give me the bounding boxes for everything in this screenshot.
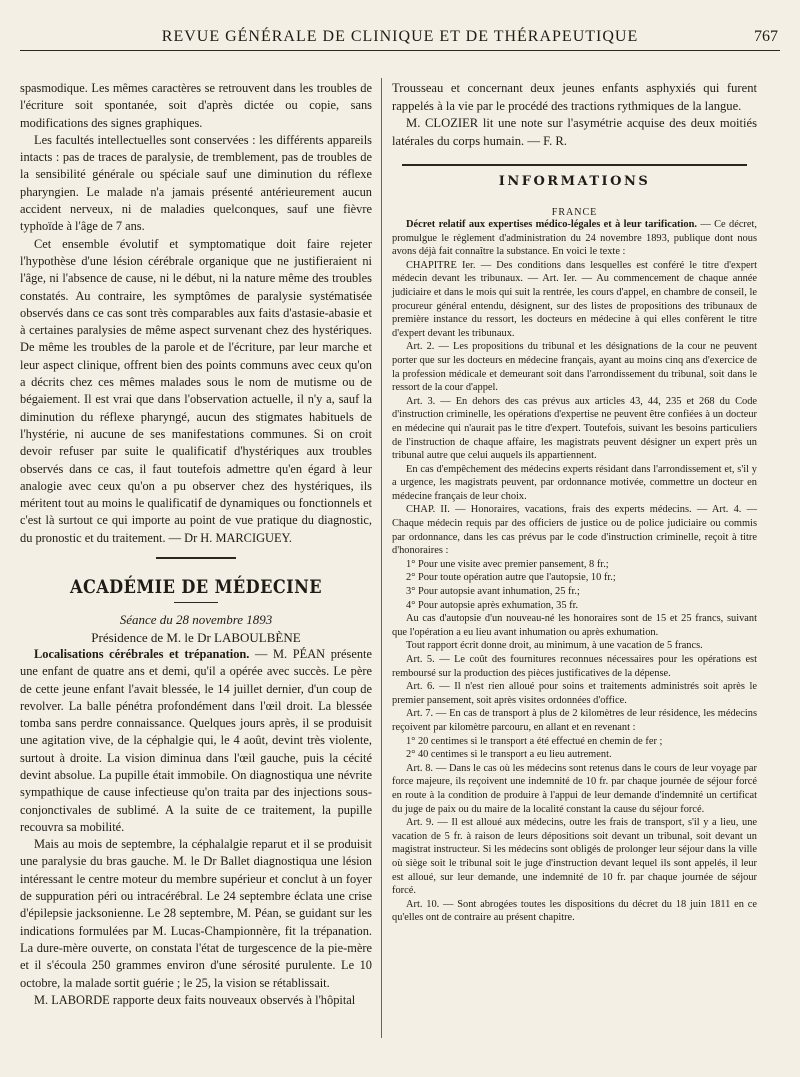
paragraph: Mais au mois de septembre, la céphalalgie reparut et il se produisit une paralysie du bras gauche. M. le Dr Ballet diagnostiqua une lésion intéressant le centre moteur du membre supérieur et conclut à un foyer de suppuration péri ou intracérébral. Le 24 septembre éclata une crise d'épilepsie jacksonienne. Le 28 septembre, M. Péan, se guidant sur les indications formulées par M. Lucas-Championnère, fit la trépanation. La dure-mère ouverte, on constata l'état de turgescence de la pie-mère et il s'écoula 250 grammes environ d'une sérosité purulente. Le 10 octobre, la malade sortit guérie ; le 25, la vision se rétablissait. (20, 837, 372, 990)
lead-title: Localisations cérébrales et trépanation. (34, 646, 250, 661)
list-item: 4° Pour autopsie après exhumation, 35 fr. (406, 599, 579, 611)
list-item: 1° Pour une visite avec premier pansement, 8 fr.; (406, 558, 609, 570)
section-title-informations: INFORMATIONS (498, 174, 651, 189)
paragraph: Art. 8. — Dans le cas où les médecins sont retenus dans le cours de leur voyage par force majeure, ils reçoivent une indemnité de 10 fr. par chaque journée de séjour forcé en route à la condition de produire à l'appui de leur demande d'indemnité un certificat du juge de paix ou du maire de la localité constant la cause du séjour forcé. (392, 762, 757, 815)
paragraph: Art. 5. — Le coût des fournitures reconnues nécessaires pour les opérations est remboursé sur la production des pièces justificatives de la dépense. (392, 654, 757, 679)
informations-header (402, 164, 747, 189)
paragraph: Art. 7. — En cas de transport à plus de 2 kilomètres de leur résidence, les médecins reçoivent par kilomètre parcouru, en allant et en revenant : (392, 708, 757, 733)
france-subhead: FRANCE (551, 207, 598, 218)
paragraph: Trousseau et concernant deux jeunes enfants asphyxiés qui furent rappelés à la vie par le procédé des tractions rythmiques de la langue. (392, 81, 757, 113)
title-rule (174, 602, 218, 603)
decret-title: Décret relatif aux expertises médico-légales et à leur tarification. (406, 219, 697, 230)
paragraph: Au cas d'autopsie d'un nouveau-né les honoraires sont de 15 et 25 francs, suivant que l'opération a eu lieu avant inhumation ou après exhumation. (392, 613, 757, 638)
paragraph: Art. 3. — En dehors des cas prévus aux articles 43, 44, 235 et 268 du Code d'instruction criminelle, les opérations d'expertise ne peuvent être confiées à un docteur en médecine qui n'aurait pas le titre d'expert. Toutefois, suivant les besoins particuliers de l'instruction de chaque affaire, les magistrats peuvent désigner un expert près un tribunal autre que celui auquels ils appartiennent. (392, 395, 757, 462)
left-column (20, 80, 372, 1009)
seance-date: Séance du 28 novembre 1893 (119, 612, 273, 628)
paragraph: Art. 6. — Il n'est rien alloué pour soins et traitements administrés soit après le premier pansement, soit après visites ordonnées d'office. (392, 681, 757, 706)
paragraph: Art. 9. — Il est alloué aux médecins, outre les frais de transport, s'il y a lieu, une vacation de 5 fr. à raison de leurs dépositions soit devant un tribunal, soit devant un magistrat instructeur. Si les médecins sont obligés de prolonger leur séjour dans la ville où siège soit le tribunal soit le juge d'instruction devant lequel ils sont appelés, il leur est alloué, sur leur demande, une indemnité de 10 fr. par chaque journée de séjour forcé. (392, 817, 757, 897)
decret-text (392, 218, 757, 925)
paragraph: CHAPITRE Ier. — Des conditions dans lesquelles est conféré le titre d'expert médecin devant les tribunaux. — Art. Ier. — Au commencement de chaque année judiciaire et dans le mois qui suit la rentrée, les cours d'appel, en chambre de conseil, le procureur général entendu, désignent, sur des listes de propositions des tribunaux de première instance du ressort, les docteurs en médecine à qui elles confèrent le titre d'expert devant les tribunaux. (392, 259, 757, 339)
page-number: 767 (754, 28, 778, 45)
running-title: REVUE GÉNÉRALE DE CLINIQUE ET DE THÉRAPEUTIQUE (161, 28, 639, 45)
paragraph: spasmodique. Les mêmes caractères se retrouvent dans les troubles de l'écriture soit spontanée, soit d'après dictée ou copie, sans modifications des signes graphiques. (20, 81, 372, 130)
column-divider (381, 78, 382, 1038)
paragraph: En cas d'empêchement des médecins experts résidant dans l'arrondissement et, s'il y a urgence, les magistrats peuvent, par ordonnance motivée, commettre un docteur en médecine français de leur choix. (392, 463, 757, 502)
section-title-academie: ACADÉMIE DE MÉDECINE (69, 576, 322, 599)
paragraph: Localisations cérébrales et trépanation. — M. PÉAN présente une enfant de quatre ans et demi, qu'il a opérée avec succès. Le père de cette jeune enfant l'avait blessée, le 14 juillet dernier, d'un coup de revolver. La balle pénétra profondément dans l'œil droit. La blessée tomba sans perdre connaissance. Quelques jours après, il se produisit une agitation vive, de la céphalgie qui, le 4 août, devint très violente, surtout à droite. La vision diminua dans l'œil gauche, puis la cécité devint absolue. La pupille était immobile. On diagnostiqua une névrite sympathique de cause infectieuse qu'on traita par des injections sous-conjonctivales de sublimé. A la suite de ce traitement, la pupille recouvra sa mobilité. (20, 646, 372, 834)
paragraph: Décret relatif aux expertises médico-légales et à leur tarification. — Ce décret, promulgue le règlement d'administration du 24 novembre 1893, publique dont nous avons déjà fait connaître la substance. En voici le texte : (392, 219, 757, 258)
presidence: Présidence de M. le Dr LABOULBÈNE (91, 629, 301, 645)
list-item: 1° 20 centimes si le transport a été effectué en chemin de fer ; (406, 735, 663, 747)
running-head (20, 28, 780, 51)
paragraph: CHAP. II. — Honoraires, vacations, frais des experts médecins. — Art. 4. — Chaque médecin requis par des officiers de justice ou de police judiciaire ou commis par ordonnance, dans les cas prévus par le code d'instruction criminelle, reçoit à titre d'honoraires : (392, 504, 757, 557)
list-item: 2° 40 centimes si le transport a eu lieu autrement. (406, 749, 612, 761)
paragraph: Art. 10. — Sont abrogées toutes les dispositions du décret du 18 juin 1811 en ce qu'elles ont de contraire au présent chapitre. (392, 898, 757, 924)
list-item: 3° Pour autopsie avant inhumation, 25 fr.; (406, 586, 580, 598)
list-item: 2° Pour toute opération autre que l'autopsie, 10 fr.; (406, 572, 616, 584)
right-column (392, 80, 757, 925)
paragraph: Tout rapport écrit donne droit, au minimum, à une vacation de 5 francs. (406, 640, 703, 652)
paragraph: M. LABORDE rapporte deux faits nouveaux observés à l'hôpital (34, 992, 356, 1007)
paragraph: Les facultés intellectuelles sont conservées : les différents appareils intacts : pas de traces de paralysie, de tremblement, pas de troubles de la sensibilité générale ou spéciale sauf une diminution du réflexe pharyngien. Le malade n'a jamais présenté antérieurement aucun accident nerveux, ni de maladies quelconques, sauf une fièvre typhoïde à l'âge de 7 ans. (20, 132, 372, 234)
paragraph: Art. 2. — Les propositions du tribunal et les désignations de la cour ne peuvent porter que sur les docteurs en médecine français, ayant au moins cinq ans d'exercice de la profession médicale et demeurant soit dans l'arrondissement du tribunal, soit dans le ressort de la cour d'appel. (392, 341, 757, 394)
section-separator (156, 557, 236, 559)
paragraph: Cet ensemble évolutif et symptomatique doit faire rejeter l'hypothèse d'une lésion cérébrale organique que ne justifieraient ni l'âge, ni l'absence de cause, ni le début, ni la nature même des troubles constatés. Au contraire, les symptômes de paralysie systématisée observés dans ce cas sont très comparables aux faits d'astasie-abasie et à certaines paralysies de même aspect survenant chez des hystériques. De même les troubles de la parole et de l'écriture, par leur marche et leur aspect clinique, offrent bien des points communs avec ceux qu'on a décrits chez ces mêmes malades sous le nom de mutisme ou de bégaiement. Il est vrai que dans l'observation actuelle, il n'y a, sauf la diminution du réflexe pharyngé, aucun des stigmates habituels de l'hystérie, ni aucune de ses manifestations communes. Si on croit devoir refuser par suite le qualificatif d'hystériques aux troubles observés dans ce cas, il faut toutefois admettre qu'en égard à leur analogie avec ceux qu'on a pu observer chez des hystériques, ils méritent tout au moins le qualificatif de dynamiques ou fonctionnels et c'est là surtout ce qui importe au point de vue pratique du diagnostic, du pronostic et du traitement. — Dr H. MARCIGUEY. (20, 236, 372, 545)
paragraph: M. CLOZIER lit une note sur l'asymétrie acquise des deux moitiés latérales du corps humain. — F. R. (392, 116, 757, 148)
